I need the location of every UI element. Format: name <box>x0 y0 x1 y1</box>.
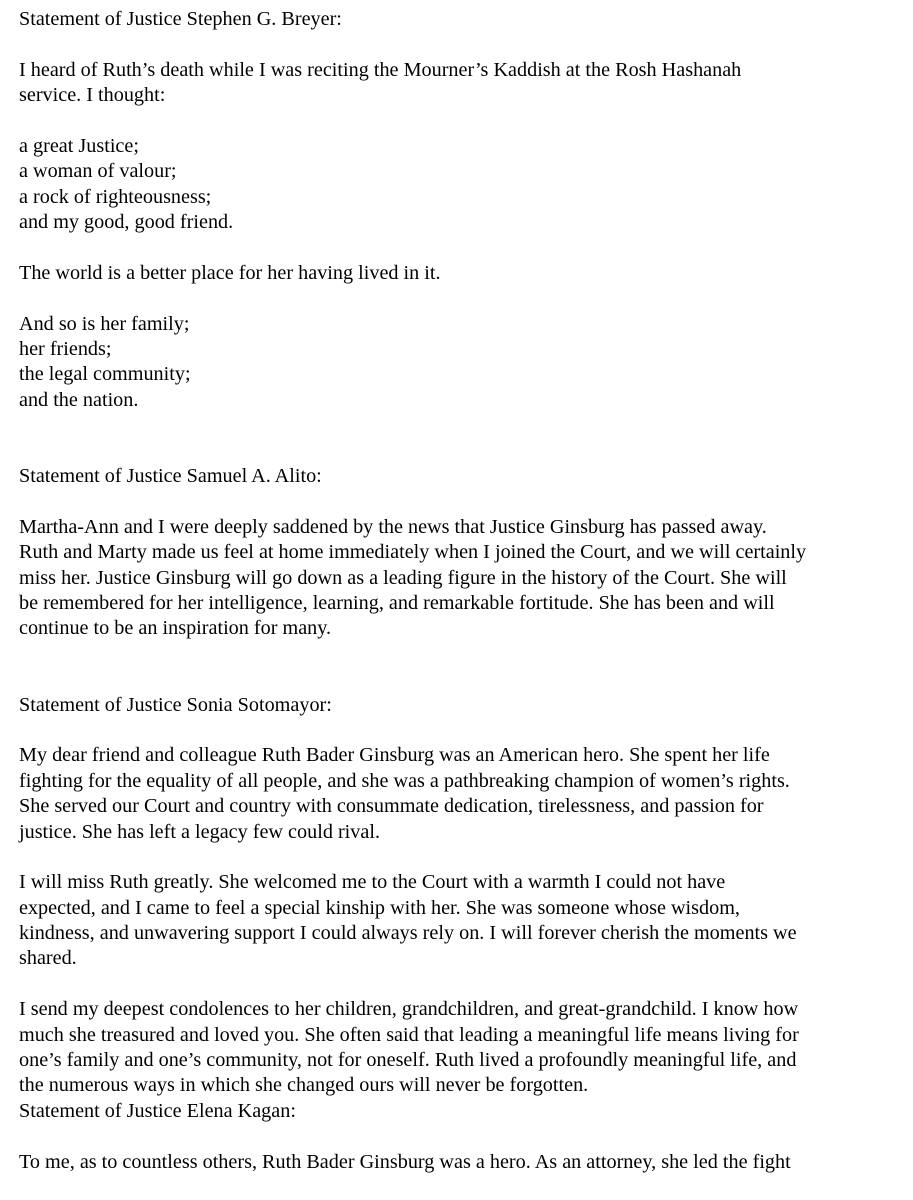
text-line: I will miss Ruth greatly. She welcomed me to the Court with a warmth I could not have <box>19 871 726 894</box>
text-line: the legal community; <box>19 363 191 386</box>
text-line: miss her. Justice Ginsburg will go down as a leading figure in the history of the Court. She will <box>19 566 787 589</box>
text-line: and the nation. <box>19 388 139 411</box>
text-line: her friends; <box>19 338 112 361</box>
statement-paragraph <box>19 58 904 109</box>
statement-paragraph <box>19 515 904 642</box>
text-line: Martha-Ann and I were deeply saddened by the news that Justice Ginsburg has passed away. <box>19 515 767 538</box>
text-line: one’s family and one’s community, not for oneself. Ruth lived a profoundly meaningful life, and <box>19 1049 797 1072</box>
document-page <box>19 0 904 1175</box>
text-line: kindness, and unwavering support I could always rely on. I will forever cherish the moments we <box>19 922 797 945</box>
text-line: To me, as to countless others, Ruth Bader Ginsburg was a hero. As an attorney, she led the fight <box>19 1150 791 1173</box>
statement-heading-sotomayor: Statement of Justice Sonia Sotomayor: <box>19 693 332 716</box>
text-line: The world is a better place for her having lived in it. <box>19 261 441 284</box>
text-line: Ruth and Marty made us feel at home immediately when I joined the Court, and we will certainly <box>19 541 807 564</box>
text-line: fighting for the equality of all people, and she was a pathbreaking champion of women’s rights. <box>19 769 790 792</box>
text-line: And so is her family; <box>19 312 190 335</box>
statement-heading-kagan: Statement of Justice Elena Kagan: <box>19 1099 296 1122</box>
text-line: expected, and I came to feel a special kinship with her. She was someone whose wisdom, <box>19 896 740 919</box>
text-line: and my good, good friend. <box>19 211 234 234</box>
text-line: a great Justice; <box>19 134 139 157</box>
text-line: be remembered for her intelligence, learning, and remarkable fortitude. She has been and will <box>19 592 775 614</box>
statement-paragraph <box>19 997 904 1099</box>
statement-paragraph <box>19 134 904 236</box>
text-line: I heard of Ruth’s death while I was reciting the Mourner’s Kaddish at the Rosh Hashanah <box>19 58 742 81</box>
text-line: I send my deepest condolences to her children, grandchildren, and great-grandchild. I know how <box>19 998 799 1021</box>
text-line: shared. <box>19 947 77 970</box>
text-line: much she treasured and loved you. She often said that leading a meaningful life means living for <box>19 1023 799 1046</box>
text-line: My dear friend and colleague Ruth Bader Ginsburg was an American hero. She spent her life <box>19 744 770 767</box>
text-line: a woman of valour; <box>19 160 177 183</box>
statement-heading-alito: Statement of Justice Samuel A. Alito: <box>19 465 322 488</box>
text-line: service. I thought: <box>19 84 166 107</box>
text-line: justice. She has left a legacy few could rival. <box>19 820 380 843</box>
text-line: the numerous ways in which she changed ours will never be forgotten. <box>19 1074 589 1097</box>
statement-paragraph <box>19 261 904 286</box>
statement-paragraph <box>19 743 904 845</box>
text-line: She served our Court and country with consummate dedication, tirelessness, and passion for <box>19 795 764 818</box>
statement-paragraph <box>19 312 904 414</box>
statement-paragraph <box>19 1150 904 1175</box>
text-line: continue to be an inspiration for many. <box>19 617 332 640</box>
text-line: a rock of righteousness; <box>19 185 212 208</box>
statement-heading-breyer: Statement of Justice Stephen G. Breyer: <box>19 8 342 30</box>
statement-paragraph <box>19 870 904 972</box>
